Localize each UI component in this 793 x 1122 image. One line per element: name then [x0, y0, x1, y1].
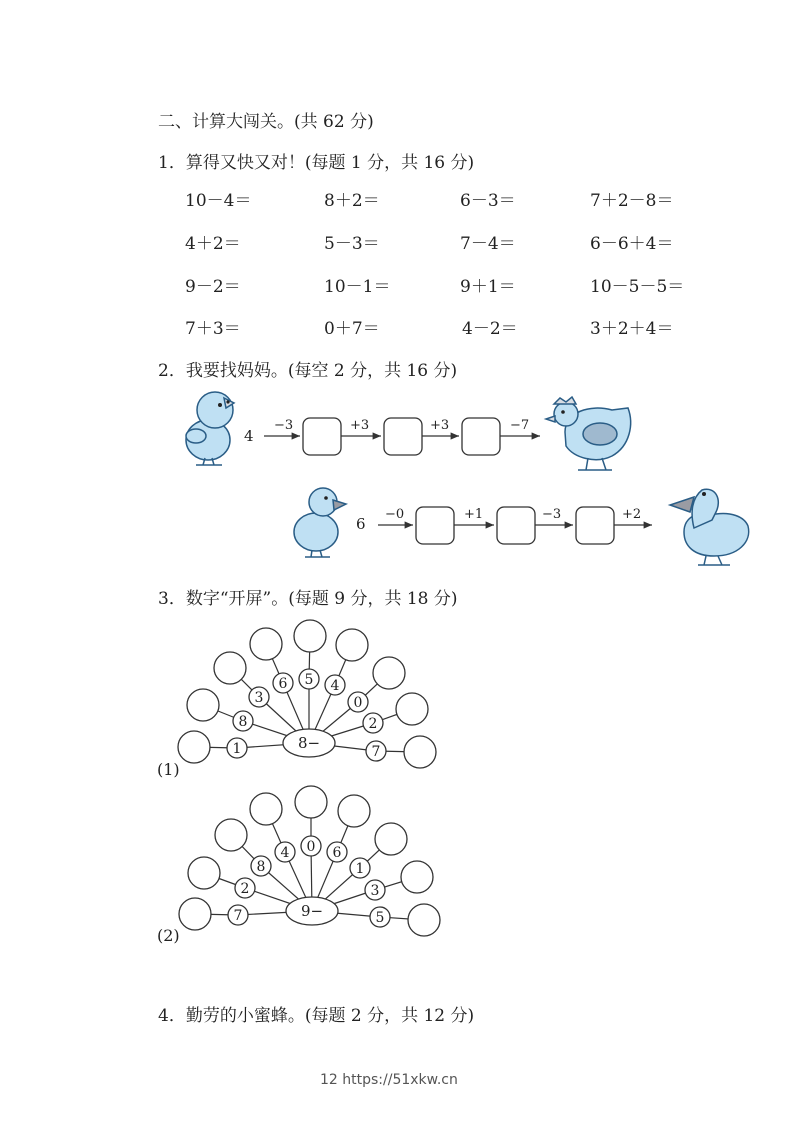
- peacock-p1: [178, 620, 436, 768]
- q2-title: 2．我要找妈妈。(每空 2 分，共 16 分): [158, 361, 458, 381]
- op-label: +3: [430, 418, 450, 433]
- answer-circle[interactable]: [215, 819, 247, 851]
- center-label: 9−: [300, 902, 324, 920]
- equation: 6－3＝: [460, 191, 516, 211]
- number-label: 8: [256, 859, 266, 875]
- answer-circle[interactable]: [250, 793, 282, 825]
- op-label: −0: [385, 507, 405, 522]
- answer-circle[interactable]: [188, 857, 220, 889]
- answer-circle[interactable]: [373, 657, 405, 689]
- number-label: 5: [304, 672, 314, 688]
- number-label: 5: [375, 910, 385, 926]
- op-label: +1: [464, 507, 484, 522]
- q4-title: 4．勤劳的小蜜蜂。(每题 2 分，共 12 分): [158, 1006, 475, 1026]
- number-label: 4: [280, 845, 290, 861]
- answer-circle[interactable]: [404, 736, 436, 768]
- section-title: 二、计算大闯关。(共 62 分): [158, 112, 374, 132]
- equation: 9－2＝: [185, 277, 241, 297]
- answer-circle[interactable]: [250, 628, 282, 660]
- number-label: 3: [254, 690, 264, 706]
- answer-circle[interactable]: [336, 629, 368, 661]
- op-label: +2: [622, 507, 642, 522]
- number-label: 0: [353, 695, 363, 711]
- answer-circle[interactable]: [408, 904, 440, 936]
- answer-circle[interactable]: [179, 898, 211, 930]
- op-label: +3: [350, 418, 370, 433]
- center-label: 8−: [297, 734, 321, 752]
- op-label: −3: [274, 418, 294, 433]
- answer-circle[interactable]: [178, 731, 210, 763]
- equation: 10－1＝: [324, 277, 391, 297]
- number-label: 6: [332, 845, 342, 861]
- chain2-start: 6: [356, 515, 366, 533]
- number-label: 6: [278, 676, 288, 692]
- answer-circle[interactable]: [214, 652, 246, 684]
- equation: 10－5－5＝: [590, 277, 685, 297]
- q1-title: 1．算得又快又对！(每题 1 分，共 16 分): [158, 153, 475, 173]
- equation: 10－4＝: [185, 191, 252, 211]
- equation: 6－6＋4＝: [590, 234, 674, 254]
- answer-circle[interactable]: [187, 689, 219, 721]
- equation: 4－2＝: [462, 319, 518, 339]
- equation: 0＋7＝: [324, 319, 380, 339]
- number-label: 7: [371, 744, 381, 760]
- number-label: 2: [240, 881, 250, 897]
- number-label: 8: [238, 714, 248, 730]
- equation: 7－4＝: [460, 234, 516, 254]
- answer-circle[interactable]: [375, 823, 407, 855]
- peacock-2-label: (2): [157, 926, 180, 945]
- answer-circle[interactable]: [294, 620, 326, 652]
- equation: 3＋2＋4＝: [590, 319, 674, 339]
- op-label: −3: [542, 507, 562, 522]
- peacock-1-label: (1): [157, 760, 180, 779]
- peacock-p2: [179, 786, 440, 936]
- equation: 9＋1＝: [460, 277, 516, 297]
- q3-title: 3．数字“开屏”。(每题 9 分，共 18 分): [158, 589, 458, 609]
- chain1-start: 4: [244, 427, 254, 445]
- number-label: 0: [306, 839, 316, 855]
- number-label: 1: [355, 861, 365, 877]
- equation: 4＋2＝: [185, 234, 241, 254]
- answer-circle[interactable]: [401, 861, 433, 893]
- answer-circle[interactable]: [338, 795, 370, 827]
- answer-circle[interactable]: [396, 693, 428, 725]
- equation: 5－3＝: [324, 234, 380, 254]
- number-label: 2: [368, 716, 378, 732]
- equation: 7＋2－8＝: [590, 191, 674, 211]
- equation: 8＋2＝: [324, 191, 380, 211]
- number-label: 1: [232, 741, 242, 757]
- op-label: −7: [510, 418, 530, 433]
- number-label: 4: [330, 678, 340, 694]
- answer-circle[interactable]: [295, 786, 327, 818]
- page-footer: 12 https://51xkw.cn: [320, 1072, 458, 1088]
- number-label: 7: [233, 908, 243, 924]
- equation: 7＋3＝: [185, 319, 241, 339]
- number-label: 3: [370, 883, 380, 899]
